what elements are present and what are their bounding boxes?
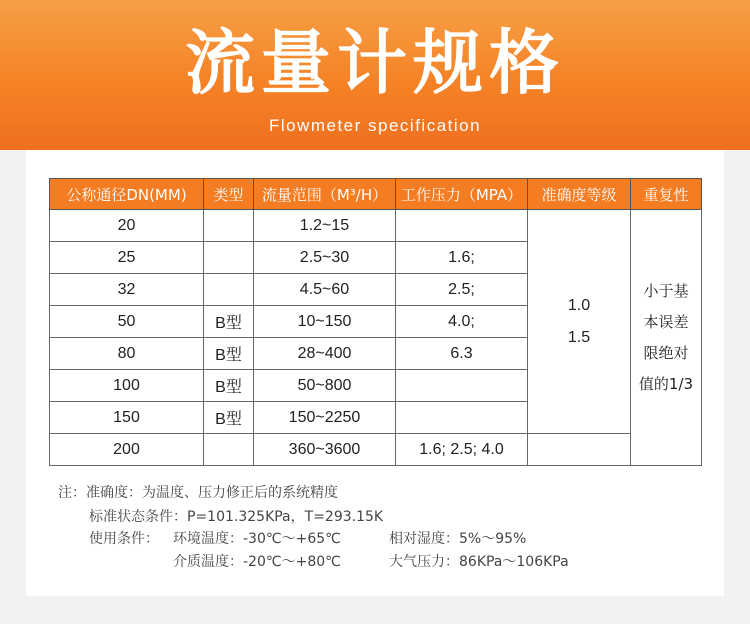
cell-dn: 200 bbox=[50, 434, 204, 466]
cell-range: 50~800 bbox=[254, 370, 396, 402]
note-label: 标准状态条件： bbox=[89, 509, 187, 525]
note-label: 环境温度： bbox=[173, 531, 243, 547]
repeatability-line: 值的1/3 bbox=[638, 374, 694, 393]
cell-pressure bbox=[396, 402, 528, 434]
cell-dn: 150 bbox=[50, 402, 204, 434]
repeatability-line: 限绝对 bbox=[643, 343, 689, 362]
note-label: 相对湿度： bbox=[389, 531, 459, 547]
note-text: -30℃～+65℃ bbox=[243, 531, 341, 547]
accuracy-value: 1.5 bbox=[567, 328, 591, 346]
repeatability-line: 本误差 bbox=[643, 312, 689, 331]
page-subtitle: Flowmeter specification bbox=[268, 116, 482, 135]
col-header-type: 类型 bbox=[204, 179, 254, 210]
accuracy-value: 1.0 bbox=[567, 296, 591, 314]
note-standard-conditions bbox=[89, 506, 383, 526]
col-header-accuracy: 准确度等级 bbox=[528, 179, 631, 210]
note-label: 注：准确度： bbox=[58, 485, 142, 501]
cell-dn: 25 bbox=[50, 242, 204, 274]
cell-pressure: 1.6; 2.5; 4.0 bbox=[396, 434, 528, 466]
cell-type bbox=[204, 210, 254, 242]
cell-dn: 20 bbox=[50, 210, 204, 242]
cell-type: B型 bbox=[204, 370, 254, 402]
table-row bbox=[50, 434, 702, 466]
cell-pressure bbox=[396, 210, 528, 242]
col-header-pressure: 工作压力（MPA） bbox=[396, 179, 528, 210]
note-label: 介质温度： bbox=[173, 554, 243, 570]
cell-range: 360~3600 bbox=[254, 434, 396, 466]
note-text: P=101.325KPa，T=293.15K bbox=[187, 509, 384, 525]
cell-range: 2.5~30 bbox=[254, 242, 396, 274]
note-relative-humidity bbox=[389, 528, 526, 548]
cell-type bbox=[204, 274, 254, 306]
cell-accuracy-empty bbox=[528, 434, 631, 466]
cell-type: B型 bbox=[204, 306, 254, 338]
cell-range: 4.5~60 bbox=[254, 274, 396, 306]
cell-type: B型 bbox=[204, 402, 254, 434]
note-text: -20℃～+80℃ bbox=[243, 554, 341, 570]
cell-dn: 50 bbox=[50, 306, 204, 338]
cell-pressure: 1.6; bbox=[396, 242, 528, 274]
cell-type bbox=[204, 434, 254, 466]
cell-pressure: 4.0; bbox=[396, 306, 528, 338]
note-usage-label: 使用条件： bbox=[89, 531, 159, 547]
cell-range: 28~400 bbox=[254, 338, 396, 370]
cell-type bbox=[204, 242, 254, 274]
cell-range: 1.2~15 bbox=[254, 210, 396, 242]
cell-pressure: 2.5; bbox=[396, 274, 528, 306]
spec-table bbox=[49, 178, 702, 466]
cell-pressure: 6.3 bbox=[396, 338, 528, 370]
table-row bbox=[50, 210, 702, 242]
cell-type: B型 bbox=[204, 338, 254, 370]
cell-range: 150~2250 bbox=[254, 402, 396, 434]
header-banner bbox=[0, 0, 750, 150]
col-header-range: 流量范围（M³/H） bbox=[254, 179, 396, 210]
col-header-dn: 公称通径DN(MM) bbox=[50, 179, 204, 210]
cell-dn: 100 bbox=[50, 370, 204, 402]
cell-accuracy bbox=[528, 210, 631, 434]
table-header-row bbox=[50, 179, 702, 210]
page-title: 流量计规格 bbox=[185, 22, 565, 104]
note-label: 大气压力： bbox=[389, 554, 459, 570]
note-accuracy bbox=[58, 482, 338, 502]
note-text: 86KPa～106KPa bbox=[459, 554, 569, 570]
note-atmospheric-pressure bbox=[389, 551, 569, 571]
note-text: 5%～95% bbox=[459, 531, 527, 547]
note-medium-temperature bbox=[173, 551, 341, 571]
note-text: 为温度、压力修正后的系统精度 bbox=[142, 485, 338, 501]
note-ambient-temperature bbox=[173, 528, 341, 548]
cell-dn: 32 bbox=[50, 274, 204, 306]
cell-range: 10~150 bbox=[254, 306, 396, 338]
col-header-repeatability: 重复性 bbox=[631, 179, 702, 210]
cell-pressure bbox=[396, 370, 528, 402]
cell-dn: 80 bbox=[50, 338, 204, 370]
repeatability-line: 小于基 bbox=[643, 281, 689, 300]
cell-repeatability bbox=[631, 210, 702, 466]
